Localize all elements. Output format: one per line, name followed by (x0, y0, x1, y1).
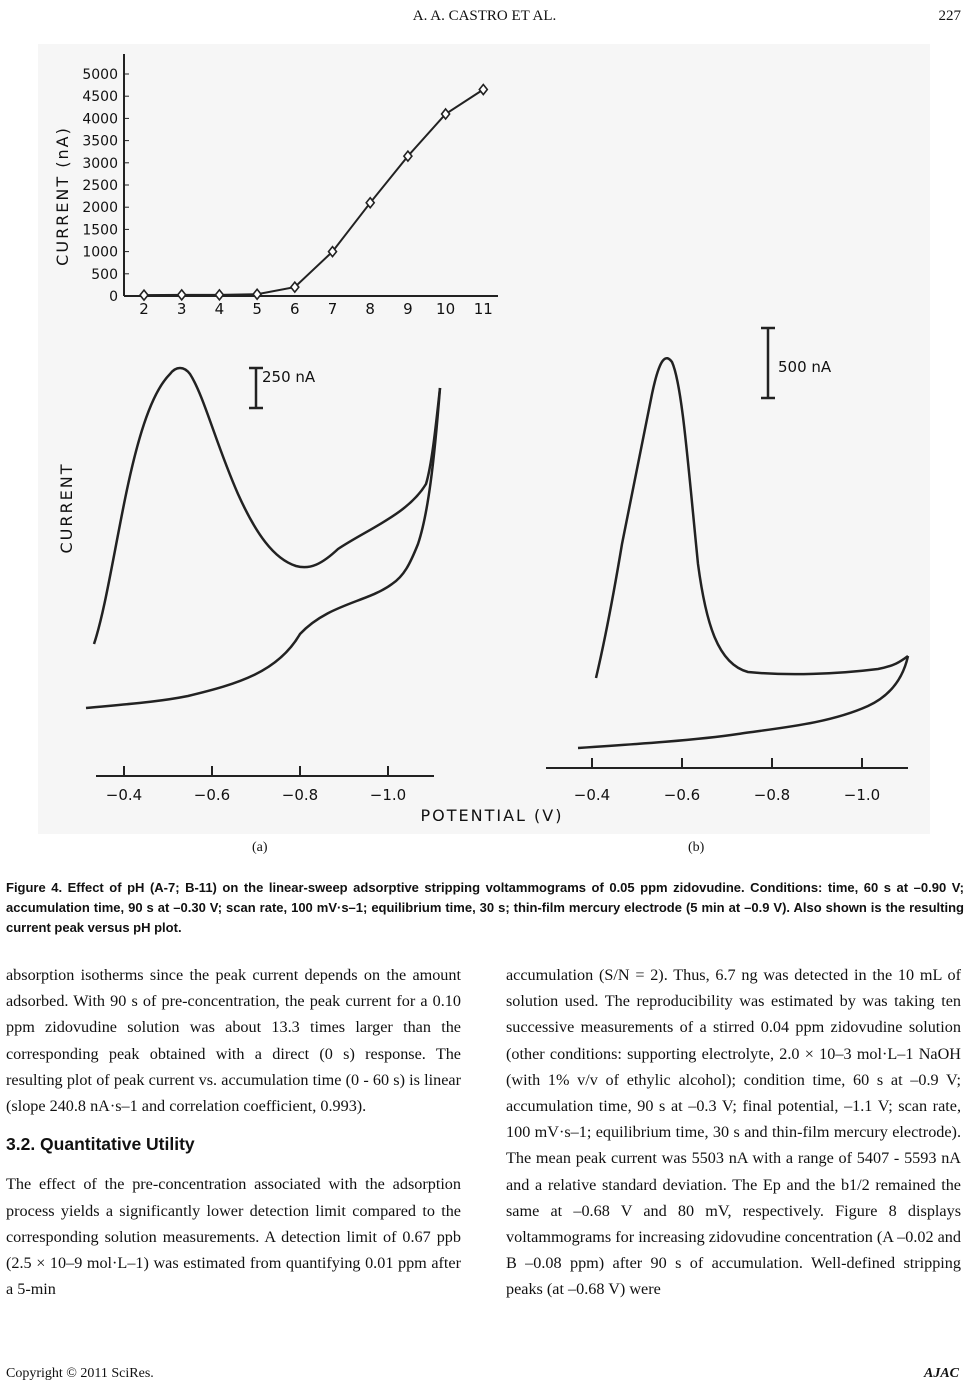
voltammogram-b (546, 328, 908, 804)
data-point-marker (140, 290, 148, 300)
potential-tick-label: −0.6 (663, 786, 701, 804)
right-paragraph-1: accumulation (S/N = 2). Thus, 6.7 ng was detected in the 10 mL of solution used. The reproducibility was estimated by was taking ten successive measurements of a stirred 0.04 ppm zidovudine solution (other conditions: supporting electrolyte, 2.0 × 10–3 mol·L–1 NaOH (with 1% v/v of ethylic alcohol); condition time, 60 s at –0.9 V; accumulation time, 90 s at –0.3 V; final potential, –1.1 V; scan rate, 100 mV·s–1; equilibrium time, 30 s and thin-film mercury electrode). The mean peak current was 5503 nA with a range of 5407 - 5593 nA and a relative standard deviation. The Ep and the b1/2 remained the same at –0.68 V and 80 mV, respectively. Figure 8 displays voltammograms for increasing zidovudine concentration (A –0.02 and B –0.08 ppm) after 90 s of accumulation. Well-defined stripping peaks (at –0.68 V) were (506, 966, 961, 1299)
copyright: Copyright © 2011 SciRes. (6, 1366, 154, 1381)
scale-bar-a-label: 250 nA (262, 368, 316, 386)
running-header (0, 6, 969, 28)
data-point-marker (253, 289, 261, 299)
data-point-marker (215, 290, 223, 300)
figure-caption: Figure 4. Effect of pH (A-7; B-11) on the linear-sweep adsorptive stripping voltammograms of 0.05 ppm zidovudine. Conditions: time, 60 s at –0.90 V; accumulation time, 90 s at –0.30 V; scan rate, 100 mV·s–1; equilibrium time, 30 s; thin-film mercury electrode (5 min at –0.9 V). Also shown is the resulting current peak versus pH plot. (6, 880, 964, 935)
potential-tick-label: −0.8 (281, 786, 319, 804)
potential-tick-label: −0.4 (105, 786, 143, 804)
y-tick-label: 4000 (82, 111, 118, 128)
figure-svg (38, 44, 930, 834)
x-tick-label: 2 (139, 300, 149, 318)
x-tick-label: 7 (327, 300, 338, 318)
ph-current-chart (53, 54, 498, 318)
right-column (506, 962, 961, 1303)
x-tick-label: 8 (365, 300, 375, 318)
x-tick-label: 3 (176, 300, 187, 318)
y-tick-label: 3000 (82, 155, 118, 172)
voltammogram-ylabel: CURRENT (57, 462, 76, 554)
potential-tick-label: −0.6 (193, 786, 231, 804)
data-point-marker (479, 85, 487, 95)
left-column (6, 962, 461, 1302)
y-tick-label: 3500 (82, 133, 118, 150)
y-tick-label: 1500 (82, 222, 118, 239)
chart-a-y-ticks (82, 67, 129, 305)
voltammogram-a (57, 368, 440, 804)
section-heading: 3.2. Quantitative Utility (6, 1134, 195, 1155)
chart-a-series-line (144, 90, 483, 296)
x-tick-label: 6 (290, 300, 300, 318)
chart-a-ylabel: CURRENT (nA) (53, 126, 72, 266)
subfigure-label-a: (a) (252, 840, 268, 855)
x-tick-label: 4 (214, 300, 225, 318)
y-tick-label: 4500 (82, 89, 118, 106)
journal-abbrev: AJAC (923, 1366, 959, 1381)
figure-4 (38, 44, 930, 834)
chart-a-markers (140, 85, 487, 301)
voltammogram-a-x-ticks (106, 766, 406, 804)
y-tick-label: 5000 (82, 67, 118, 83)
y-tick-label: 500 (91, 266, 118, 283)
data-point-marker (178, 290, 186, 300)
y-tick-label: 0 (109, 289, 118, 305)
left-paragraph-1: absorption isotherms since the peak current depends on the amount adsorbed. With 90 s of pre-concentration, the peak current for a 0.10 ppm zidovudine solution was about 13.3 times larger than the corresponding peak obtained with a direct (0 s) response. The resulting plot of peak current vs. accumulation time (0 - 60 s) is linear (slope 240.8 nA·s–1 and correlation coefficient, 0.993). (6, 966, 461, 1116)
potential-axis-label: POTENTIAL (V) (420, 806, 564, 825)
potential-tick-label: −0.4 (573, 786, 611, 804)
y-tick-label: 1000 (82, 244, 118, 261)
potential-tick-label: −0.8 (753, 786, 791, 804)
page-number: 227 (938, 8, 961, 24)
scale-bar-b-label: 500 nA (778, 358, 832, 376)
potential-tick-label: −1.0 (369, 786, 407, 804)
y-tick-label: 2500 (82, 178, 118, 194)
chart-a-x-ticks (139, 300, 493, 318)
x-tick-label: 9 (403, 300, 413, 318)
subfigure-label-b: (b) (688, 840, 705, 855)
voltammogram-a-forward-scan (94, 368, 440, 644)
voltammogram-b-forward-scan (596, 358, 908, 678)
y-tick-label: 2000 (82, 200, 118, 217)
x-tick-label: 11 (473, 300, 493, 318)
voltammogram-b-x-ticks (574, 758, 880, 804)
running-head: A. A. CASTRO ET AL. (412, 8, 557, 24)
left-paragraph-2: The effect of the pre-concentration associated with the adsorption process yields a significantly lower detection limit compared to the corresponding solution measurements. A detection limit of 0.67 ppb (2.5 × 10–9 mol·L–1) was estimated from quantifying 0.01 ppm after a 5-min (6, 1175, 461, 1299)
x-tick-label: 5 (252, 300, 262, 318)
potential-tick-label: −1.0 (843, 786, 881, 804)
x-tick-label: 10 (436, 300, 456, 318)
